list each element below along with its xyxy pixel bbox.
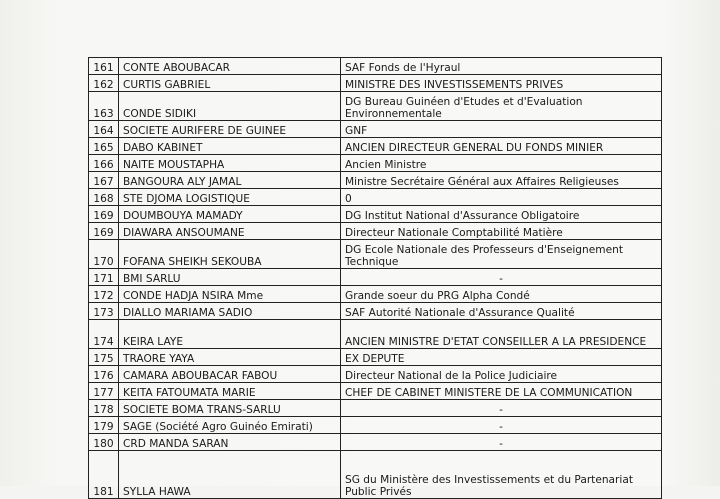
row-name: KEIRA LAYE — [119, 320, 341, 349]
table-row — [89, 206, 662, 223]
row-number: 162 — [89, 75, 119, 92]
row-number: 171 — [89, 269, 119, 286]
table-row — [89, 286, 662, 303]
row-number: 174 — [89, 320, 119, 349]
table-row — [89, 349, 662, 366]
row-description: DG Ecole Nationale des Professeurs d'Enseignement Technique — [341, 240, 662, 269]
table-row — [89, 303, 662, 320]
row-name: CONDE HADJA NSIRA Mme — [119, 286, 341, 303]
table-row — [89, 58, 662, 75]
table-row — [89, 223, 662, 240]
row-number: 169 — [89, 206, 119, 223]
row-description: SAF Fonds de l'Hyraul — [341, 58, 662, 75]
table-row — [89, 172, 662, 189]
row-name: KEITA FATOUMATA MARIE — [119, 383, 341, 400]
table-row — [89, 417, 662, 434]
row-name: NAITE MOUSTAPHA — [119, 155, 341, 172]
table-row — [89, 155, 662, 172]
row-number: 163 — [89, 92, 119, 121]
row-description: Ancien Ministre — [341, 155, 662, 172]
row-name: DABO KABINET — [119, 138, 341, 155]
row-name: SOCIETE BOMA TRANS-SARLU — [119, 400, 341, 417]
row-description: CHEF DE CABINET MINISTERE DE LA COMMUNICATION — [341, 383, 662, 400]
row-description: Directeur National de la Police Judiciaire — [341, 366, 662, 383]
row-number: 166 — [89, 155, 119, 172]
row-name: DIALLO MARIAMA SADIO — [119, 303, 341, 320]
row-name: SYLLA HAWA — [119, 451, 341, 499]
table-row — [89, 189, 662, 206]
table-row — [89, 383, 662, 400]
row-description: ANCIEN MINISTRE D'ETAT CONSEILLER A LA PRESIDENCE — [341, 320, 662, 349]
row-description: EX DEPUTE — [341, 349, 662, 366]
row-description: SAF Autorité Nationale d'Assurance Qualité — [341, 303, 662, 320]
row-description: ANCIEN DIRECTEUR GENERAL DU FONDS MINIER — [341, 138, 662, 155]
row-name: SOCIETE AURIFERE DE GUINEE — [119, 121, 341, 138]
row-number: 173 — [89, 303, 119, 320]
row-description: 0 — [341, 189, 662, 206]
row-name: CONTE ABOUBACAR — [119, 58, 341, 75]
table-row — [89, 434, 662, 451]
table-row — [89, 240, 662, 269]
table-row — [89, 400, 662, 417]
row-description: DG Institut National d'Assurance Obligatoire — [341, 206, 662, 223]
row-name: CAMARA ABOUBACAR FABOU — [119, 366, 341, 383]
table-row — [89, 92, 662, 121]
row-description: - — [341, 417, 662, 434]
row-name: BMI SARLU — [119, 269, 341, 286]
row-name: SAGE (Société Agro Guinéo Emirati) — [119, 417, 341, 434]
row-number: 167 — [89, 172, 119, 189]
row-number: 176 — [89, 366, 119, 383]
row-description: GNF — [341, 121, 662, 138]
row-number: 169 — [89, 223, 119, 240]
row-name: CRD MANDA SARAN — [119, 434, 341, 451]
row-number: 168 — [89, 189, 119, 206]
table-row — [89, 138, 662, 155]
row-description: SG du Ministère des Investissements et du Partenariat Public Privés — [341, 451, 662, 499]
row-name: DOUMBOUYA MAMADY — [119, 206, 341, 223]
row-number: 164 — [89, 121, 119, 138]
row-description: DG Bureau Guinéen d'Etudes et d'Evaluation Environnementale — [341, 92, 662, 121]
row-number: 178 — [89, 400, 119, 417]
row-number: 165 — [89, 138, 119, 155]
row-description: Directeur Nationale Comptabilité Matière — [341, 223, 662, 240]
row-description: - — [341, 269, 662, 286]
row-description: Ministre Secrétaire Général aux Affaires Religieuses — [341, 172, 662, 189]
table-row — [89, 320, 662, 349]
table-row — [89, 366, 662, 383]
row-number: 180 — [89, 434, 119, 451]
table-row — [89, 75, 662, 92]
row-name: CURTIS GABRIEL — [119, 75, 341, 92]
table-row — [89, 451, 662, 499]
row-name: DIAWARA ANSOUMANE — [119, 223, 341, 240]
table-row — [89, 269, 662, 286]
row-number: 161 — [89, 58, 119, 75]
row-name: STE DJOMA LOGISTIQUE — [119, 189, 341, 206]
row-number: 177 — [89, 383, 119, 400]
row-description: - — [341, 434, 662, 451]
row-number: 181 — [89, 451, 119, 499]
row-description: Grande soeur du PRG Alpha Condé — [341, 286, 662, 303]
row-name: CONDE SIDIKI — [119, 92, 341, 121]
table-row — [89, 121, 662, 138]
row-number: 175 — [89, 349, 119, 366]
row-name: FOFANA SHEIKH SEKOUBA — [119, 240, 341, 269]
row-name: BANGOURA ALY JAMAL — [119, 172, 341, 189]
row-number: 179 — [89, 417, 119, 434]
row-name: TRAORE YAYA — [119, 349, 341, 366]
names-table — [88, 57, 662, 499]
row-number: 170 — [89, 240, 119, 269]
row-description: - — [341, 400, 662, 417]
row-number: 172 — [89, 286, 119, 303]
row-description: MINISTRE DES INVESTISSEMENTS PRIVES — [341, 75, 662, 92]
